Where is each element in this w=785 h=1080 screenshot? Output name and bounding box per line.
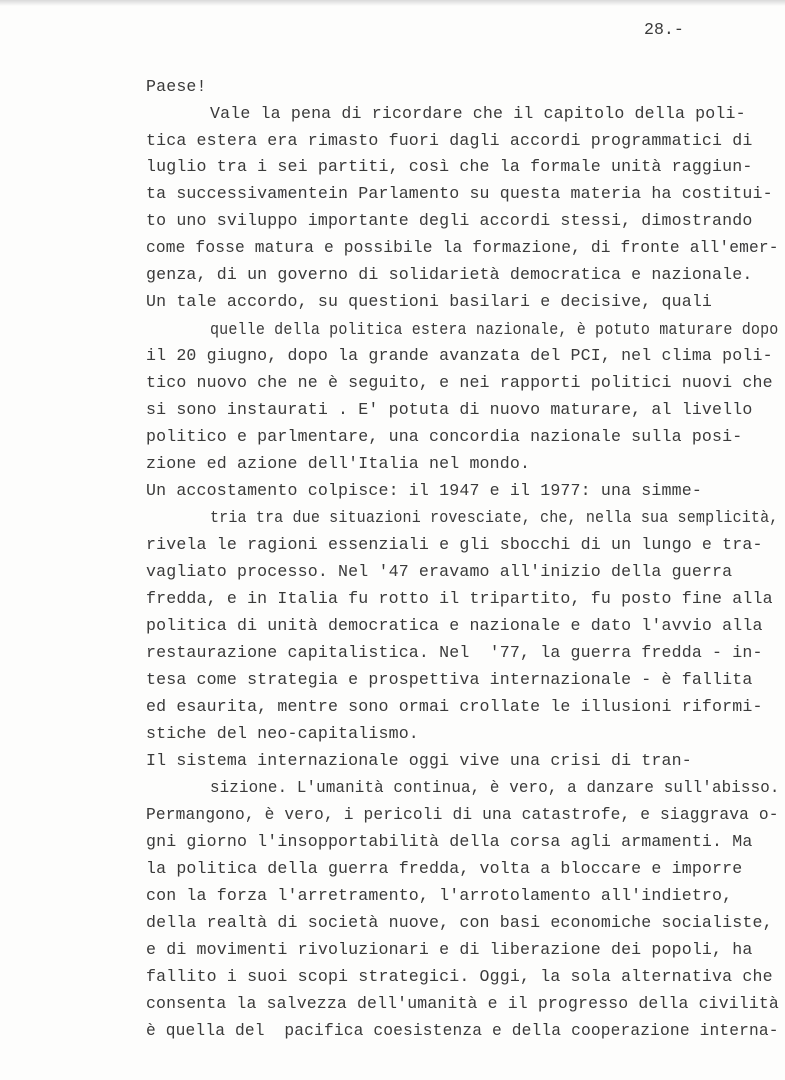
text-line: Paese! (146, 77, 207, 96)
text-line: tico nuovo che ne è seguito, e nei rapporti politici nuovi che (146, 373, 773, 392)
text-line: sizione. L'umanità continua, è vero, a danzare sull'abisso. (210, 778, 780, 797)
text-line: tria tra due situazioni rovesciate, che, nella sua semplicità, (210, 508, 779, 527)
text-line: zione ed azione dell'Italia nel mondo. (146, 454, 531, 473)
text-line: politica di unità democratica e nazionale e dato l'avvio alla (146, 616, 763, 635)
text-line: ta successivamentein Parlamento su questa materia ha costitui- (146, 184, 773, 203)
text-line: è quella del pacifica coesistenza e della cooperazione interna- (146, 1021, 779, 1040)
text-line: e di movimenti rivoluzionari e di liberazione dei popoli, ha (146, 940, 753, 959)
text-line: Permangono, è vero, i pericoli di una catastrofe, e siaggrava o- (146, 805, 779, 824)
text-line: tica estera era rimasto fuori dagli accordi programmatici di (146, 131, 753, 150)
text-line: ed esaurita, mentre sono ormai crollate le illusioni riformi- (146, 697, 763, 716)
text-line: Vale la pena di ricordare che il capitolo della poli- (210, 104, 746, 123)
page-top-shadow (0, 0, 785, 6)
text-line: to uno sviluppo importante degli accordi stessi, dimostrando (146, 211, 753, 230)
text-line: Un tale accordo, su questioni basilari e decisive, quali (146, 292, 713, 311)
text-line: politico e parlmentare, una concordia nazionale sulla posi- (146, 427, 743, 446)
text-line: stiche del neo-capitalismo. (146, 724, 419, 743)
text-line: vagliato processo. Nel '47 eravamo all'inizio della guerra (146, 562, 733, 581)
text-line: si sono instaurati . E' potuta di nuovo maturare, al livello (146, 400, 753, 419)
text-line: Il sistema internazionale oggi vive una crisi di tran- (146, 751, 692, 770)
text-line: la politica della guerra fredda, volta a bloccare e imporre (146, 859, 743, 878)
text-line: come fosse matura e possibile la formazione, di fronte all'emer- (146, 238, 779, 257)
text-line: Un accostamento colpisce: il 1947 e il 1977: una simme- (146, 481, 702, 500)
text-line: fredda, e in Italia fu rotto il tripartito, fu posto fine alla (146, 589, 773, 608)
text-line: genza, di un governo di solidarietà democratica e nazionale. (146, 265, 753, 284)
text-line: gni giorno l'insopportabilità della corsa agli armamenti. Ma (146, 832, 753, 851)
text-line: consenta la salvezza dell'umanità e il progresso della civilità (146, 994, 779, 1013)
text-line: luglio tra i sei partiti, così che la formale unità raggiun- (146, 157, 753, 176)
text-line: quelle della politica estera nazionale, è potuto maturare dopo (210, 320, 779, 339)
text-line: fallito i suoi scopi strategici. Oggi, la sola alternativa che (146, 967, 773, 986)
text-line: tesa come strategia e prospettiva internazionale - è fallita (146, 670, 753, 689)
text-line: con la forza l'arretramento, l'arrotolamento all'indietro, (146, 886, 733, 905)
page-number: 28.- (644, 20, 684, 39)
text-line: rivela le ragioni essenziali e gli sbocchi di un lungo e tra- (146, 535, 763, 554)
text-line: il 20 giugno, dopo la grande avanzata del PCI, nel clima poli- (146, 346, 773, 365)
text-line: della realtà di società nuove, con basi economiche socialiste, (146, 913, 773, 932)
text-line: restaurazione capitalistica. Nel '77, la guerra fredda - in- (146, 643, 763, 662)
